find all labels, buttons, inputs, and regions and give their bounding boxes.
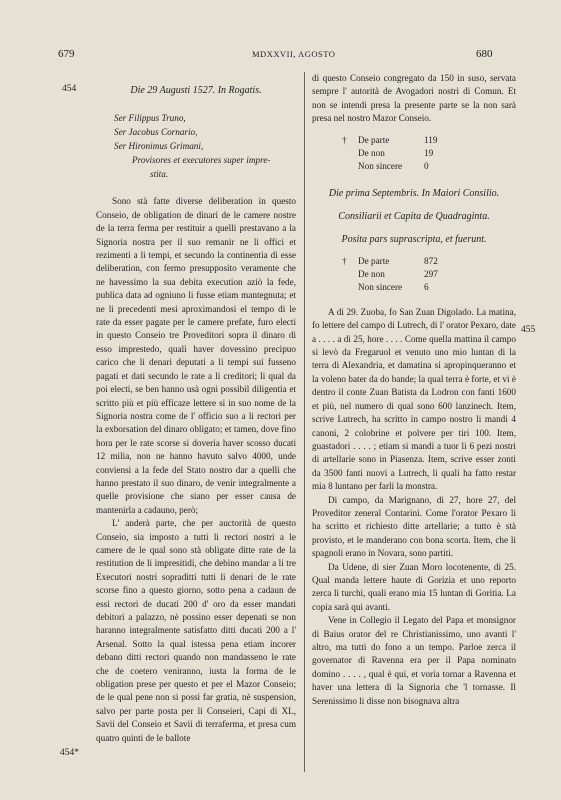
page-number-right: 680 bbox=[476, 48, 493, 60]
column-divider bbox=[304, 72, 305, 772]
margin-number-right: 455 bbox=[521, 325, 536, 335]
official-name: Ser Filippus Truno, bbox=[114, 113, 186, 124]
vote-row: † De parte 119 bbox=[342, 134, 438, 145]
running-title: MDXXVII, AGOSTO bbox=[252, 49, 336, 59]
official-name: Ser Hironimus Grimani, bbox=[114, 141, 204, 152]
right-paragraph-1: di questo Conseio congregato da 150 in suso, servata sempre l' autorità de Avogadori nostri di Comun. Et non se intendi presa la presente parte se la non sarà presa nel nostro Mazor Conseio. bbox=[312, 73, 516, 124]
official-name: Ser Jacobus Cornario, bbox=[114, 127, 198, 138]
left-heading: Die 29 Augusti 1527. In Rogatis. bbox=[130, 85, 262, 96]
right-paragraph-3: Di campo, da Marignano, di 27, hore 27, del Proveditor zeneral Contarini. Come l'orator Pexaro li ha scritto et richiesto ditte artellarie; a tutto è stà provisto, et le manderano con bona scorta. Item, che li spagnoli erano in Novara, sono partiti. bbox=[312, 494, 516, 559]
vote-tally-2 bbox=[342, 255, 516, 294]
vote-row: De non 297 bbox=[358, 268, 438, 279]
right-paragraph-2: A dì 29. Zuoba, fo San Zuan Digolado. La matina, fo lettere del campo di Lutrech, di l' orator Pexaro, date a . . . . a dì 25, hore . . . . Come quella mattina il campo si levò da Fregaruol et venuto uno mio luntan di la terra di Alexandria, et damatina si apropinqueranno et la voleno bater da do bande; la qual terra è forte, et vi è dentro il conte Zuan Batista da Lodron con fanti 1600 et più, nel numero di qual sono 600 lanzinech. Item, scrive Lutrech, ha scritto in campo nostro li mandi 4 canoni, 2 colobrine et polvere per tiri 100. Item, guastadori . . . . ; etiam si mandi a tuor li 6 pezi nostri di artellarie sono in Piasenza. Item, scrive esser zonti da 3500 fanti nuovi a Lutrech, li quali ha fatto restar mia 8 luntano per farli la monstra. bbox=[312, 306, 516, 492]
right-column bbox=[312, 72, 516, 708]
official-role: Provisores et executores super impre- bbox=[132, 155, 271, 166]
page-number-left: 679 bbox=[58, 48, 75, 60]
vote-row: De non 19 bbox=[358, 147, 434, 158]
right-paragraph-5: Vene in Collegio il Legato del Papa et monsignor di Baius orator del re Christianissimo, uno avanti l' altro, ma tutti do fono a un tempo. Parloe zerca il governator di Ravenna era per il Papa nominato domino . . . . , qual è qui, et voria tornar a Ravenna et haver una lettera di la Signoria che 'l tornasse. Il Serenissimo li disse non bisognava altra bbox=[312, 615, 516, 706]
left-column bbox=[96, 72, 296, 745]
page-header bbox=[0, 48, 561, 62]
right-paragraph-4: Da Udene, di sier Zuan Moro locotenente, di 25. Qual manda lettere haute di Gorizia et uno reporto zerca li turchi, quali erano mia 15 luntan di Goritia. La copia sarà qui avanti. bbox=[312, 561, 516, 612]
officials-list bbox=[96, 111, 296, 181]
right-heading-4: Posita pars suprascripta, et fuerunt. bbox=[341, 234, 487, 246]
vote-row: Non sincere 0 bbox=[358, 160, 429, 171]
right-heading-3: Consiliarii et Capita de Quadraginta. bbox=[338, 211, 490, 223]
vote-row: Non sincere 6 bbox=[358, 281, 429, 292]
margin-number-left-top: 454 bbox=[62, 84, 77, 94]
margin-number-left-bottom: 454* bbox=[60, 748, 79, 758]
vote-tally-1 bbox=[342, 134, 516, 173]
left-paragraph-1: Sono stà fatte diverse deliberation in questo Conseio, de obligation de dinari de le camere nostre de la terra ferma per restituir a quelli prestavano a la Signoria nostra per il suo remanir ne li offici et rezimenti a li tempi, et secundo la continentia di esse deliberation, con fermo presupposito veramente che ne havessimo la sua debita execution aziò la fede, publica data ad ogniuno li fusse etiam mantegnuta; et ne li precedenti mesi aproximandosi el tempo di le rate da esser pagate per le camere prefate, furo electi in questo Conseio tre Proveditori sopra il dinaro di esso imprestedo, quali haver dovessino precipuo carico che li denari deputati a li tempi sui fusseno pagati et dati secundo le rate a li creditori; li qual da poi electi, se ben hanno usà ogni possibil diligentia et scritto più et più efficaze lettere si in suo nome de la Signoria nostra come de l' officio suo a li rectori per la exborsation del dinaro obligato; et tamen, dove fino hora per le rate scorse si doveria haver scosso ducati 12 milia, non ne hanno havuto salvo 4000, unde conviensi a la fede del Stato nostro dar a quelli che hanno prestato il suo dinaro, de venir integralmente a quelle provisione che siano per esser causa de mantenirla a cadauno, però; bbox=[96, 196, 296, 515]
vote-row: † De parte 872 bbox=[342, 255, 438, 266]
official-role-cont: stita. bbox=[150, 169, 169, 180]
left-paragraph-2: L' anderà parte, che per auctorità de questo Conseio, sia imposto a tutti li rectori nostri a le camere de le qual sono stà obligate ditte rate de la restitution de li impresitidi, che debino mandar a li tre Executori nostri sopraditti tutti li denari de le rate scorse fino a questo giorno, sotto pena a cadaun de essi rectori de ducati 200 d' oro da esser mandati debitori a palazzo, nè possino esser depenati se non haranno integralmente satisfatto ditti ducati 200 a l' Arsenal. Sotto la qual istessa pena etiam incorer debano ditti rectori quando non mandasseno le rate che de coetero veniranno, iusta la forma de le obligation prese per questo et per el Mazor Conseio; de le qual pene non si possi far gratia, nè suspension, salvo per parte posta per li Conseieri, Capi di XL, Savii del Conseio et Savii di terraferma, et presa cum quatro quinti de le ballote bbox=[96, 518, 296, 743]
right-heading-2: Die prima Septembris. In Maiori Consilio. bbox=[328, 187, 500, 199]
